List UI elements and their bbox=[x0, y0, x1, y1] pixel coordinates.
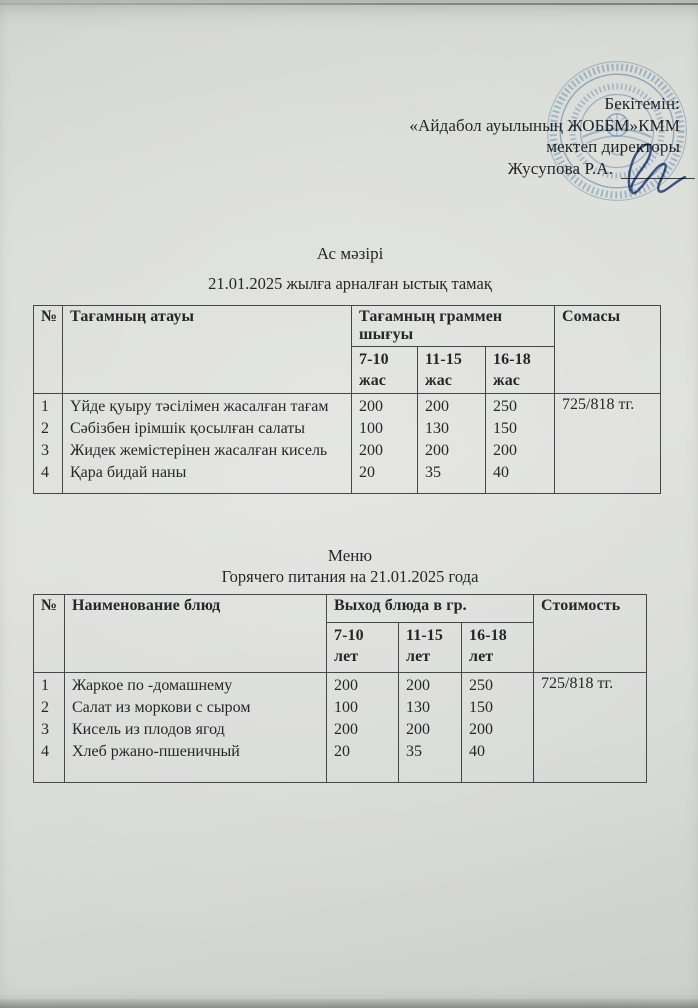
row-no: 4 bbox=[41, 464, 49, 481]
age-unit: жас bbox=[425, 372, 453, 389]
page-top-edge bbox=[0, 3, 698, 5]
ru-col-no: № bbox=[34, 595, 65, 673]
kk-col-group: Тағамның граммен шығуы bbox=[352, 306, 555, 347]
gram-value: 100 bbox=[334, 699, 358, 716]
dish-name: Сәбізбен ірімшік қосылған салаты bbox=[70, 420, 306, 437]
dish-name: Жидек жемістерінен жасалған кисель bbox=[70, 442, 328, 459]
gram-value: 150 bbox=[493, 420, 517, 437]
row-no: 4 bbox=[41, 743, 49, 760]
dish-name: Жаркое по -домашнему bbox=[72, 677, 233, 694]
gram-value: 200 bbox=[406, 721, 430, 738]
gram-value: 35 bbox=[406, 743, 422, 760]
ru-col-dish: Наименование блюд bbox=[65, 595, 327, 673]
row-no: 1 bbox=[41, 677, 49, 694]
age-unit: лет bbox=[334, 648, 359, 665]
age-unit: лет bbox=[406, 648, 431, 665]
dish-name: Қара бидай наны bbox=[70, 464, 187, 481]
gram-value: 200 bbox=[469, 721, 493, 738]
gram-value: 200 bbox=[359, 442, 383, 459]
menu-kk-title: Ас мәзірі bbox=[316, 244, 384, 263]
age-range: 16-18 bbox=[469, 627, 507, 644]
menu-table-kk bbox=[33, 305, 661, 494]
gram-value: 130 bbox=[425, 420, 449, 437]
dish-name: Хлеб ржано-пшеничный bbox=[72, 743, 240, 760]
age-unit: жас bbox=[493, 372, 521, 389]
dish-name: Үйде қуыру тәсілімен жасалған тағам bbox=[70, 398, 329, 415]
gram-value: 200 bbox=[334, 677, 358, 694]
age-unit: жас bbox=[359, 372, 387, 389]
kk-col-dish: Тағамның атауы bbox=[63, 306, 352, 394]
gram-value: 20 bbox=[334, 743, 350, 760]
approval-line-approve: Бекітемін: bbox=[604, 94, 680, 113]
gram-value: 35 bbox=[425, 464, 441, 481]
menu-ru-title: Меню bbox=[327, 546, 373, 565]
kk-total-cell: 725/818 тг. bbox=[555, 394, 661, 494]
menu-ru-subtitle: Горячего питания на 21.01.2025 года bbox=[221, 567, 479, 586]
row-no: 2 bbox=[41, 420, 49, 437]
gram-value: 200 bbox=[359, 398, 383, 415]
ru-col-total: Стоимость bbox=[534, 595, 647, 673]
gram-value: 250 bbox=[493, 398, 517, 415]
gram-value: 40 bbox=[469, 743, 485, 760]
age-range: 11-15 bbox=[425, 351, 462, 368]
age-range: 7-10 bbox=[359, 351, 389, 368]
kk-dish-cell bbox=[63, 394, 352, 494]
gram-value: 150 bbox=[469, 699, 493, 716]
gram-value: 40 bbox=[493, 464, 509, 481]
gram-value: 130 bbox=[406, 699, 430, 716]
kk-col-age3 bbox=[486, 347, 555, 394]
ru-dish-cell bbox=[65, 673, 327, 783]
gram-value: 200 bbox=[425, 398, 449, 415]
gram-value: 200 bbox=[425, 442, 449, 459]
gram-value: 200 bbox=[406, 677, 430, 694]
kk-col-age2 bbox=[418, 347, 486, 394]
ru-col-age3 bbox=[462, 623, 534, 673]
page-bottom-edge bbox=[0, 999, 698, 1008]
gram-value: 200 bbox=[493, 442, 517, 459]
age-range: 11-15 bbox=[406, 627, 443, 644]
ru-no-cell bbox=[34, 673, 65, 783]
menu-kk-subtitle: 21.01.2025 жылға арналған ыстық тамақ bbox=[208, 274, 492, 293]
ru-total-cell: 725/818 тг. bbox=[534, 673, 647, 783]
row-no: 1 bbox=[41, 398, 49, 415]
ru-grams-age3-cell bbox=[462, 673, 534, 783]
approval-line-director bbox=[409, 158, 680, 180]
row-no: 3 bbox=[41, 721, 49, 738]
kk-grams-age3-cell bbox=[486, 394, 555, 494]
ru-col-age2 bbox=[399, 623, 462, 673]
ru-col-age1 bbox=[327, 623, 399, 673]
age-unit: лет bbox=[469, 648, 494, 665]
row-no: 2 bbox=[41, 699, 49, 716]
kk-no-cell bbox=[34, 394, 63, 494]
dish-name: Кисель из плодов ягод bbox=[72, 721, 225, 738]
kk-col-total: Сомасы bbox=[555, 306, 661, 394]
age-range: 7-10 bbox=[334, 627, 364, 644]
signature-underline bbox=[621, 163, 695, 179]
row-no: 3 bbox=[41, 442, 49, 459]
gram-value: 20 bbox=[359, 464, 375, 481]
dish-name: Салат из моркови с сыром bbox=[72, 699, 251, 716]
approval-block bbox=[409, 93, 680, 179]
menu-table-ru bbox=[33, 594, 647, 783]
kk-col-no: № bbox=[34, 306, 63, 394]
director-name: Жусупова Р.А. bbox=[507, 158, 613, 178]
ru-col-group: Выход блюда в гр. bbox=[327, 595, 534, 623]
ru-grams-age2-cell bbox=[399, 673, 462, 783]
gram-value: 200 bbox=[334, 721, 358, 738]
approval-line-position: мектеп директоры bbox=[546, 137, 680, 156]
ru-grams-age1-cell bbox=[327, 673, 399, 783]
age-range: 16-18 bbox=[493, 351, 531, 368]
kk-grams-age1-cell bbox=[352, 394, 418, 494]
kk-grams-age2-cell bbox=[418, 394, 486, 494]
approval-line-organization: «Айдабол ауылының ЖОББМ»КММ bbox=[409, 115, 680, 135]
gram-value: 100 bbox=[359, 420, 383, 437]
kk-col-age1 bbox=[352, 347, 418, 394]
gram-value: 250 bbox=[469, 677, 493, 694]
